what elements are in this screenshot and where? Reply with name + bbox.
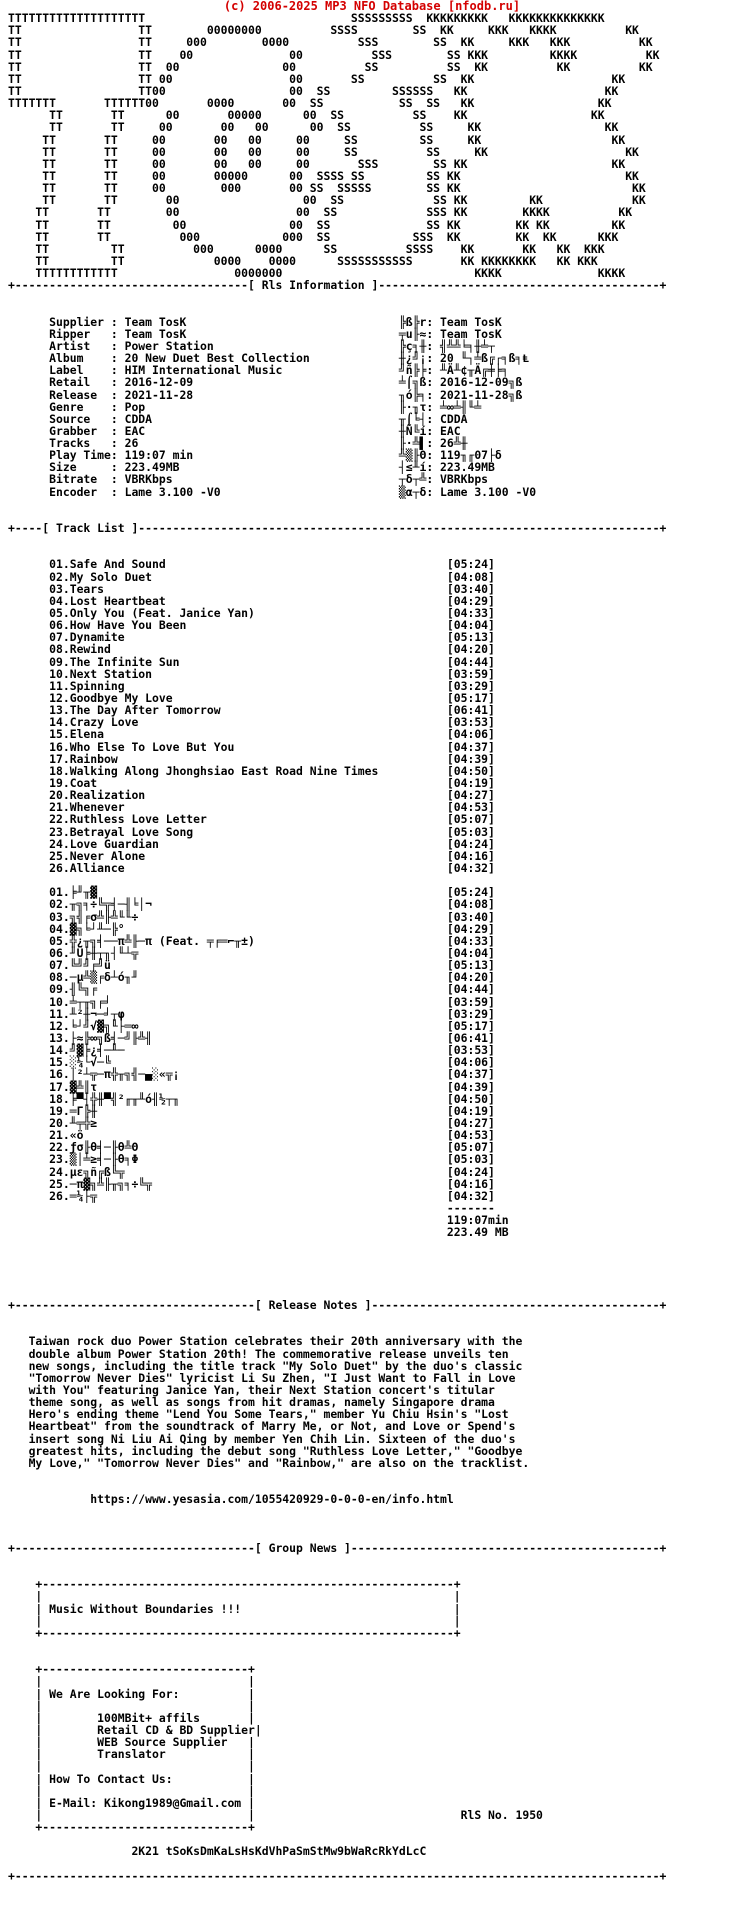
ascii-logo-line: TT TT 000 000 SS SSS KK KK KK KKK [8,229,619,244]
rls-info-row: Bitrate : VBRKbps ┬δ┬╩: VBRKbps [8,472,489,487]
track-row: 08.Rewind [04:20] [8,642,495,657]
contact-box-border: +------------------------------+ [8,1820,255,1835]
ascii-logo-line: TT TT 00 00 00 00 SS SS KK KK [8,132,626,147]
track-row-chinese: 20.╨╤╬≥ [04:27] [8,1115,495,1130]
group-news-box [8,1578,736,1833]
ascii-logo-line: TT TT 00 00 00 00 SS SS KK KK [8,120,619,135]
release-notes-line: new songs, including the title track "My Solo Duet" by the duo's classic [8,1358,523,1373]
contact-box-border: | | [8,1759,255,1774]
looking-for-item: | Retail CD & BD Supplier| [8,1722,262,1737]
contact-box-border: | | [8,1783,255,1798]
rls-info-row: Play Time: 119:07 min ╩▒╟Θ: 119╖╓07├δ [8,448,502,463]
release-notes-line: Hero's ending theme "Lend You Some Tears," member Yu Chiu Hsin's "Lost [8,1407,509,1422]
nfo-document [8,0,736,1882]
track-row: 18.Walking Along Jhonghsiao East Road Nine Times [04:50] [8,763,495,778]
ascii-logo [8,12,736,279]
rls-info-row: Retail : 2016-12-09 ╧⌠╗ß: 2016-12-09╗ß [8,375,523,390]
track-row-chinese: 01.╞╜╥▓ [05:24] [8,885,495,900]
ascii-logo-line: TT TT 00 00 SS SSS KK KKKK KK [8,205,633,220]
news-box-border: +------------------------------------------------------------+ [8,1625,461,1640]
track-row-chinese: 09.╢╚╗╒ [04:44] [8,982,495,997]
track-row: 02.My Solo Duet [04:08] [8,569,495,584]
track-row: 13.The Day After Tomorrow [06:41] [8,703,495,718]
ascii-logo-line: TT TT 00 00000 00 SS SS KK KK [8,108,605,123]
rls-info-row: Size : 223.49MB ┤≤╨í: 223.49MB [8,460,495,475]
release-notes-line: "Tomorrow Never Dies" lyricist Li Su Zhen, "I Just Want to Fall in Love [8,1370,516,1385]
track-row-chinese: 17.▓╩║τ [04:39] [8,1079,495,1094]
ascii-logo-line: TT TT 000 0000 SS SSSS KK KK KK KKK [8,241,605,256]
track-row-chinese: 02.╥╗╕÷╚╦╡─╢╘│¬ [04:08] [8,897,495,912]
track-row: 12.Goodbye My Love [05:17] [8,691,495,706]
rls-info-table [8,316,736,498]
total-size: 223.49 MB [8,1225,509,1240]
track-row: 05.Only You (Feat. Janice Yan) [04:33] [8,606,495,621]
totals-separator: ------- [8,1200,495,1215]
ascii-logo-line: TT TT 0000 0000 SSSSSSSSSSS KK KKKKKKKK KK KKK [8,253,598,268]
track-row-chinese: 18.╞▀┤╬╫▀╣²╓╥╨ó╢½┬╖ [04:50] [8,1091,495,1106]
track-row: 17.Rainbow [04:39] [8,751,495,766]
rls-info-row: Grabber : EAC ╫Ñ╚í: EAC [8,423,461,438]
release-notes-text [8,1335,736,1469]
section-rls-info-rule: +----------------------------------[ Rls Information ]-----------------------------------------+ [8,278,667,293]
release-url[interactable]: https://www.yesasia.com/1055420929-0-0-0-en/info.html [8,1492,454,1507]
section-release-notes-rule: +-----------------------------------[ Release Notes ]------------------------------------------+ [8,1298,667,1313]
track-row-chinese: 25.─π▓╗╩╟╥╗╕÷╚╦ [04:16] [8,1176,495,1191]
rls-info-row: Album : 20 New Duet Best Collection ╫¿╝¡: 20 ╙┐╧ß╔┌╕ß╕Ⱡ [8,351,530,366]
release-notes-line: Taiwan rock duo Power Station celebrates their 20th anniversary with the [8,1334,523,1349]
ascii-logo-line: TTTTTTTTTTTT 0000000 KKKK KKKK [8,266,626,281]
bottom-rule: +----------------------------------------------------------------------------------------------+ [8,1868,667,1883]
rls-info-row: Source : CDDA ╥⌠╘┤: CDDA [8,411,468,426]
release-notes-line: Heartbeat" from the soundtrack of Marry Me, or Not, and Love or Spend's [8,1419,516,1434]
section-track-list-rule: +----[ Track List ]----------------------------------------------------------------------------+ [8,521,667,536]
track-row: 04.Lost Heartbeat [04:29] [8,593,495,608]
site-header-link[interactable]: (c) 2006-2025 MP3 NFO Database [nfodb.ru] [223,0,521,13]
track-row: 03.Tears [03:40] [8,581,495,596]
track-row-chinese: 21.«ö [04:53] [8,1128,495,1143]
track-list-chinese [8,886,736,1202]
ascii-logo-line: TT TT 00 00 SS SS KK KK [8,71,626,86]
rls-info-row: Label : HIM International Music ╝ñ╠╞: ╨Ä╨¢╥Ä╔╪╞╕ [8,363,509,378]
track-row: 09.The Infinite Sun [04:44] [8,654,495,669]
track-row: 01.Safe And Sound [05:24] [8,557,495,572]
footer-code: 2K21 tSoKsDmKaLsHsKdVhPaSmStMw9bWaRcRkYdLcC [8,1844,427,1859]
track-row-chinese: 07.╚╝╝╒╝ü [05:13] [8,958,495,973]
track-row: 24.Love Guardian [04:24] [8,836,495,851]
ascii-logo-line: TT TT 00 00 SS SS KK KK KK [8,59,653,74]
track-row-chinese: 23.▒│╧≥╡─╟θ╕Φ [05:03] [8,1152,495,1167]
track-row-chinese: 12.╘┘╝√▓╗╙├═∞ [05:17] [8,1018,495,1033]
ascii-logo-line: TTTTTTT TTTTTT00 0000 00 SS SS SS KK KK [8,96,612,111]
contact-email: | E-Mail: Kikong1989@Gmail.com | [8,1795,255,1810]
track-list-english [8,558,736,874]
track-row-chinese: 16.│²┴╦─π╬╥╗╣─▄░«╦¡ [04:37] [8,1067,495,1082]
rls-info-row: Artist : Power Station ╠ç╕╫: ╣╩╩╘╕╫╧┬ [8,338,495,353]
track-row-chinese: 11.╨²╫¬─╛┬φ [03:29] [8,1006,495,1021]
release-notes-line: with You" featuring Janice Yan, their Next Station concert's titular [8,1383,495,1398]
track-row: 15.Elena [04:06] [8,727,495,742]
group-motto: | Music Without Boundaries !!! | [8,1601,461,1616]
rls-info-row: Tracks : 26 ╟·╩▌: 26╩╫ [8,436,468,451]
release-notes-line: My Love," "Tomorrow Never Dies" and "Rainbow," are also on the tracklist. [8,1455,530,1470]
ascii-logo-line: TT TT 00 000 00 SS SSSSS SS KK KK [8,181,646,196]
track-row-chinese: 04.▓╗╘┘╨─╠° [04:29] [8,921,495,936]
release-notes-line: insert song Ni Liu Ai Qing by member Yen Chih Lin. Sixteen of the duo's [8,1431,516,1446]
ascii-logo-line: TT TT 00 00 SSS SS KKK KKKK KK [8,47,660,62]
rls-info-row: Encoder : Lame 3.100 -V0 ▒α┬δ: Lame 3.100 -V0 [8,484,537,499]
track-row: 21.Whenever [04:53] [8,800,495,815]
ascii-logo-line: TTTTTTTTTTTTTTTTTTTT SSSSSSSSS KKKKKKKKK KKKKKKKKKKKKKK [8,11,605,26]
track-row: 23.Betrayal Love Song [05:03] [8,824,495,839]
contact-box-border: | | [8,1674,255,1689]
track-row-chinese: 26.═¼├╦ [04:32] [8,1188,495,1203]
looking-for-item: | 100MBit+ affils | [8,1710,255,1725]
track-row: 11.Spinning [03:29] [8,678,495,693]
track-totals [8,1202,736,1238]
ascii-logo-line: TT TT 00 00 00 00 SS SS KK KK [8,144,639,159]
contact-title: | How To Contact Us: | [8,1771,255,1786]
section-group-news-rule: +-----------------------------------[ Group News ]---------------------------------------------+ [8,1540,667,1555]
ascii-logo-line: TT TT 00 00000 00 SSSS SS SS KK KK [8,168,639,183]
rls-info-row: Release : 2021-11-28 ╖ó╠╕: 2021-11-28╗ß [8,387,523,402]
track-row-chinese: 03.╗╣╒σ╩╟╩╙╙÷ [03:40] [8,909,495,924]
track-row: 25.Never Alone [04:16] [8,848,495,863]
looking-for-title: | We Are Looking For: | [8,1686,255,1701]
rls-info-row: Genre : Pop ╟·╖τ: ╧∞╧╢╙╧ [8,399,482,414]
track-row-chinese: 14.╝▓╞¿╡─╨─ [03:53] [8,1043,495,1058]
release-notes-line: greatest hits, including the debut song "Ruthless Love Letter," "Goodbye [8,1443,523,1458]
ascii-logo-line: TT TT00 00 SS SSSSSS KK KK [8,83,619,98]
rls-info-row: Supplier : Team TosK ╠ß╠r: Team TosK [8,314,502,329]
track-row: 06.How Have You Been [04:04] [8,618,495,633]
ascii-logo-line: TT TT 00 00 00 00 SSS SS KK KK [8,156,626,171]
rls-info-row: Ripper : Team TosK ╤u╟≈: Team TosK [8,326,502,341]
track-row: 16.Who Else To Love But You [04:37] [8,739,495,754]
looking-for-item: | WEB Source Supplier | [8,1735,255,1750]
total-play-time: 119:07min [8,1213,509,1228]
ascii-logo-line: TT TT 00 00 SS SS KK KK KK KK [8,217,626,232]
release-notes-line: theme song, as well as songs from hit dramas, namely Singapore drama [8,1395,495,1410]
ascii-logo-line: TT TT 00000000 SSSS SS KK KKK KKKK KK [8,23,639,38]
track-row-chinese: 24.µε╗ñ╔ß╚╦ [04:24] [8,1164,495,1179]
track-row-chinese: 08.─µ╩▒╒δ┴ó╖╜ [04:20] [8,970,495,985]
track-row-chinese: 05.╬¿╥╗╡──π╩╟─π (Feat. ╤╒═⌐╥±) [04:33] [8,933,495,948]
release-notes-line: double album Power Station 20th! The commemorative release unveils ten [8,1346,509,1361]
track-row: 20.Realization [04:27] [8,788,495,803]
looking-for-item: | Translator | [8,1747,255,1762]
track-row: 19.Coat [04:19] [8,776,495,790]
track-row-chinese: 13.├≈╠∞╗ß╡─╝╟╩╢ [06:41] [8,1030,495,1045]
track-row-chinese: 10.╧┬╥╗╒╛ [03:59] [8,994,495,1009]
track-row: 10.Next Station [03:59] [8,666,495,681]
ascii-logo-line: TT TT 00 00 SS SS KK KK KK [8,193,646,208]
contact-box-border: | | [8,1698,255,1713]
track-row: 22.Ruthless Love Letter [05:07] [8,812,495,827]
track-row-chinese: 15.░¼└√─╚ [04:06] [8,1055,495,1070]
ascii-logo-line: TT TT 000 0000 SSS SS KK KKK KKK KK [8,35,653,50]
track-row-chinese: 06.╜Ü╞╫┬╖┤╙┴╦ [04:04] [8,945,495,960]
news-box-border: | | [8,1613,461,1628]
contact-box-border: +------------------------------+ [8,1662,255,1677]
track-row: 14.Crazy Love [03:53] [8,715,495,730]
track-row: 26.Alliance [04:32] [8,860,495,875]
contact-box-and-rls-no: | | RlS No. 1950 [8,1807,543,1822]
track-row: 07.Dynamite [05:13] [8,630,495,645]
track-row-chinese: 22.ƒσ╟θ╡─╟θ╩Θ [05:07] [8,1140,495,1155]
spacer-line [8,1639,736,1651]
news-box-border: +------------------------------------------------------------+ [8,1577,461,1592]
news-box-border: | | [8,1589,461,1604]
track-row-chinese: 19.═Γ╠╫ [04:19] [8,1103,495,1118]
